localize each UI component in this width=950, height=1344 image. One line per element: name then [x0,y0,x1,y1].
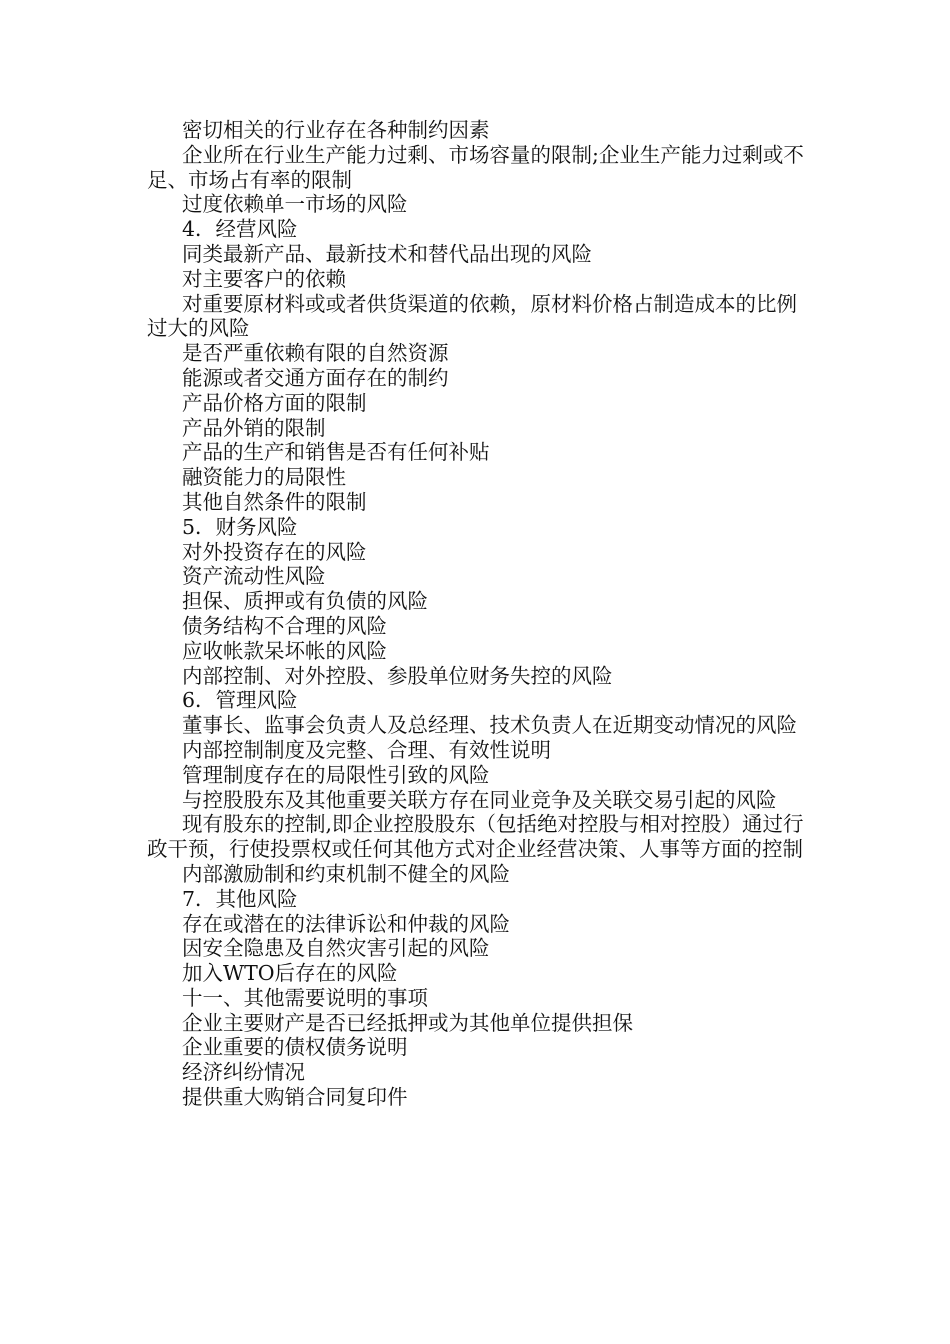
paragraph: 管理制度存在的局限性引致的风险 [182,762,490,787]
paragraph: 对重要原材料或或者供货渠道的依赖，原材料价格占制造成本的比例过大的风险 [147,291,797,341]
section-heading: 4．经营风险 [182,217,298,242]
paragraph: 应收帐款呆坏帐的风险 [182,638,387,663]
paragraph: 过度依赖单一市场的风险 [182,192,408,217]
paragraph: 产品价格方面的限制 [182,390,367,415]
section-heading: 6．管理风险 [182,688,298,713]
paragraph: 其他自然条件的限制 [182,489,367,514]
paragraph: 存在或潜在的法律诉讼和仲裁的风险 [182,911,510,936]
paragraph: 同类最新产品、最新技术和替代品出现的风险 [182,241,592,266]
paragraph: 企业主要财产是否已经抵押或为其他单位提供担保 [182,1010,633,1035]
section-heading: 7．其他风险 [182,886,298,911]
paragraph: 担保、质押或有负债的风险 [182,589,428,614]
paragraph: 能源或者交通方面存在的制约 [182,365,449,390]
paragraph: 对主要客户的依赖 [182,266,346,291]
paragraph: 密切相关的行业存在各种制约因素 [182,118,490,142]
paragraph: 因安全隐患及自然灾害引起的风险 [182,936,490,961]
paragraph: 经济纠纷情况 [182,1060,305,1085]
paragraph: 董事长、监事会负责人及总经理、技术负责人在近期变动情况的风险 [182,713,797,738]
paragraph: 产品外销的限制 [182,415,326,440]
section-heading: 5．财务风险 [182,514,298,539]
section-heading: 十一、其他需要说明的事项 [182,985,428,1010]
paragraph: 是否严重依赖有限的自然资源 [182,341,449,366]
paragraph: 企业重要的债权债务说明 [182,1035,408,1060]
paragraph: 产品的生产和销售是否有任何补贴 [182,440,490,465]
paragraph: 融资能力的局限性 [182,465,346,490]
paragraph: 内部激励制和约束机制不健全的风险 [182,861,510,886]
paragraph: 加入WTO后存在的风险 [182,961,398,986]
paragraph: 与控股股东及其他重要关联方存在同业竞争及关联交易引起的风险 [182,787,777,812]
paragraph: 内部控制、对外控股、参股单位财务失控的风险 [182,663,613,688]
paragraph: 内部控制制度及完整、合理、有效性说明 [182,737,551,762]
paragraph: 债务结构不合理的风险 [182,613,387,638]
paragraph: 资产流动性风险 [182,564,326,589]
document-body [147,118,807,1110]
paragraph: 对外投资存在的风险 [182,539,367,564]
paragraph: 提供重大购销合同复印件 [182,1085,408,1110]
paragraph: 现有股东的控制,即企业控股股东（包括绝对控股与相对控股）通过行政干预，行使投票权或任何其他方式对企业经营决策、人事等方面的控制 [147,812,804,862]
paragraph: 企业所在行业生产能力过剩、市场容量的限制;企业生产能力过剩或不足、市场占有率的限制 [147,142,804,192]
